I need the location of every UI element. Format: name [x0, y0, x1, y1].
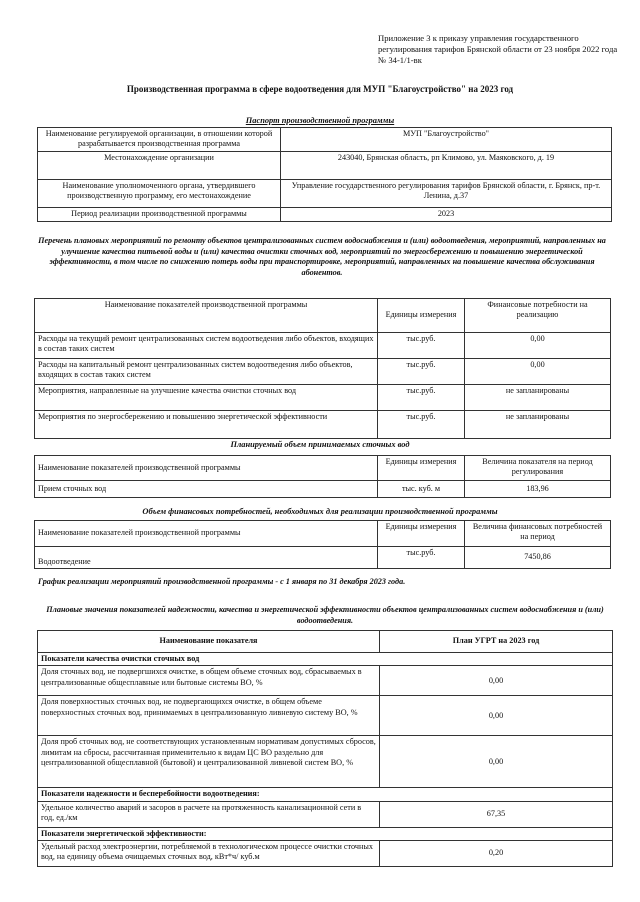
finance-value: 7450,86: [465, 547, 611, 569]
indicators-heading: Плановые значения показателей надежности, качества и энергетической эффективности объектов централизованных систем водоснабжения и (или) водоотведения.: [46, 605, 604, 625]
indicator-value: 0,00: [380, 666, 613, 696]
section-energy: Показатели энергетической эффективности:: [38, 827, 613, 840]
measure-name: Мероприятия, направленные на улучшение качества очистки сточных вод: [35, 385, 378, 411]
measures-header-unit: Единицы измерения: [378, 299, 465, 333]
indicator-name: Удельный расход электроэнергии, потребляемой в технологическом процессе очистки сточных вод, на единицу объема очищаемых сточных вод, кВт*ч/ куб.м: [38, 840, 380, 866]
passport-row: [38, 128, 612, 152]
measure-name: Расходы на капитальный ремонт централизованных систем водоотведения либо объектов, входящих в состав таких систем: [35, 359, 378, 385]
section-quality: Показатели качества очистки сточных вод: [38, 653, 613, 666]
finance-table: [34, 520, 611, 569]
measures-row: [35, 411, 611, 439]
passport-value: Управление государственного регулирования тарифов Брянской области, г. Брянск, пр-т. Ленина, д.37: [281, 180, 612, 208]
section-reliability: Показатели надежности и бесперебойности водоотведения:: [38, 788, 613, 801]
finance-header-name: Наименование показателей производственной программы: [35, 521, 378, 547]
indicators-header-name: Наименование показателя: [38, 631, 380, 653]
volume-header-name: Наименование показателей производственной программы: [35, 456, 378, 481]
passport-row: [38, 152, 612, 180]
passport-row: [38, 208, 612, 222]
indicator-row: [38, 666, 613, 696]
indicators-header-plan: План УГРТ на 2023 год: [380, 631, 613, 653]
indicators-section-row: [38, 827, 613, 840]
finance-name: Водоотведение: [35, 547, 378, 569]
volume-value: 183,96: [465, 481, 611, 498]
finance-row: [35, 547, 611, 569]
document-title: Производственная программа в сфере водоотведения для МУП "Благоустройство" на 2023 год: [126, 84, 514, 94]
measures-intro: Перечень плановых мероприятий по ремонту объектов централизованных систем водоснабжения и (или) водоотведения, мероприятий, направленных на улучшение качества питьевой воды и (или) качества очистки сточных вод, мероприятий по энергосбережению и повышению энергетической эффективности, в том числе по снижению потерь воды при транспортировке, мероприятий, направленных на повышение качества обслуживания абонентов.: [38, 236, 606, 277]
finance-header-unit: Единицы измерения: [378, 521, 465, 547]
schedule-note: График реализации мероприятий производственной программы - с 1 января по 31 декабря 2023 года.: [38, 577, 406, 586]
passport-row: [38, 180, 612, 208]
indicator-row: [38, 840, 613, 866]
indicator-name: Доля проб сточных вод, не соответствующих установленным нормативам допустимых сбросов, лимитам на сбросы, рассчитанная применительно к видам ЦС ВО раздельно для централизованной общесплавной (бытовой) и централизованной ливневой систем ВО, %: [38, 736, 380, 788]
volume-table: [34, 455, 611, 498]
indicators-table: [37, 630, 613, 867]
indicator-row: [38, 801, 613, 827]
measures-header-row: [35, 299, 611, 333]
passport-label: Период реализации производственной программы: [38, 208, 281, 222]
measures-row: [35, 385, 611, 411]
indicator-row: [38, 696, 613, 736]
measures-header-value: Финансовые потребности на реализацию: [465, 299, 611, 333]
indicator-value: 0,20: [380, 840, 613, 866]
volume-heading: Планируемый объем принимаемых сточных вод: [230, 440, 410, 449]
passport-value: МУП "Благоустройство": [281, 128, 612, 152]
measure-value: не запланированы: [465, 385, 611, 411]
measure-name: Расходы на текущий ремонт централизованных систем водоотведения либо объектов, входящих в состав таких систем: [35, 333, 378, 359]
indicator-row: [38, 736, 613, 788]
volume-header-row: [35, 456, 611, 481]
volume-header-value: Величина показателя на период регулирования: [465, 456, 611, 481]
measure-unit: тыс.руб.: [378, 411, 465, 439]
passport-label: Местонахождение организации: [38, 152, 281, 180]
volume-header-unit: Единицы измерения: [378, 456, 465, 481]
measure-value: 0,00: [465, 333, 611, 359]
indicator-name: Доля поверхностных сточных вод, не подвергающихся очистке, в общем объеме поверхностных сточных вод, принимаемых в централизованную ливневую систему ВО, %: [38, 696, 380, 736]
volume-unit: тыс. куб. м: [378, 481, 465, 498]
measure-value: не запланированы: [465, 411, 611, 439]
finance-heading: Объем финансовых потребностей, необходимых для реализации производственной программы: [142, 507, 498, 516]
measure-unit: тыс.руб.: [378, 385, 465, 411]
volume-name: Прием сточных вод: [35, 481, 378, 498]
measure-value: 0,00: [465, 359, 611, 385]
indicator-name: Удельное количество аварий и засоров в расчете на протяженность канализационной сети в год, ед./км: [38, 801, 380, 827]
volume-row: [35, 481, 611, 498]
measure-unit: тыс.руб.: [378, 359, 465, 385]
passport-label: Наименование регулируемой организации, в отношении которой разрабатывается производственная программа: [38, 128, 281, 152]
finance-unit: тыс.руб.: [378, 547, 465, 569]
finance-header-row: [35, 521, 611, 547]
finance-header-value: Величина финансовых потребностей на период: [465, 521, 611, 547]
indicator-value: 0,00: [380, 696, 613, 736]
indicator-name: Доля сточных вод, не подвергшихся очистке, в общем объеме сточных вод, сбрасываемых в централизованные общесплавные или бытовые системы ВО, %: [38, 666, 380, 696]
indicator-value: 67,35: [380, 801, 613, 827]
measure-name: Мероприятия по энергосбережению и повышению энергетической эффективности: [35, 411, 378, 439]
indicator-value: 0,00: [380, 736, 613, 788]
measures-table: [34, 298, 611, 439]
passport-value: 2023: [281, 208, 612, 222]
passport-value: 243040, Брянская область, рп Климово, ул. Маяковского, д. 19: [281, 152, 612, 180]
indicators-header-row: [38, 631, 613, 653]
measures-row: [35, 359, 611, 385]
measures-row: [35, 333, 611, 359]
indicators-section-row: [38, 653, 613, 666]
indicators-section-row: [38, 788, 613, 801]
passport-label: Наименование уполномоченного органа, утвердившего производственную программу, его местонахождение: [38, 180, 281, 208]
appendix-note: Приложение 3 к приказу управления государственного регулирования тарифов Брянской области от 23 ноября 2022 года № 34-1/1-вк: [378, 33, 618, 66]
measures-header-name: Наименование показателей производственной программы: [35, 299, 378, 333]
measure-unit: тыс.руб.: [378, 333, 465, 359]
passport-table: [37, 127, 612, 222]
passport-heading: Паспорт производственной программы: [245, 116, 395, 125]
